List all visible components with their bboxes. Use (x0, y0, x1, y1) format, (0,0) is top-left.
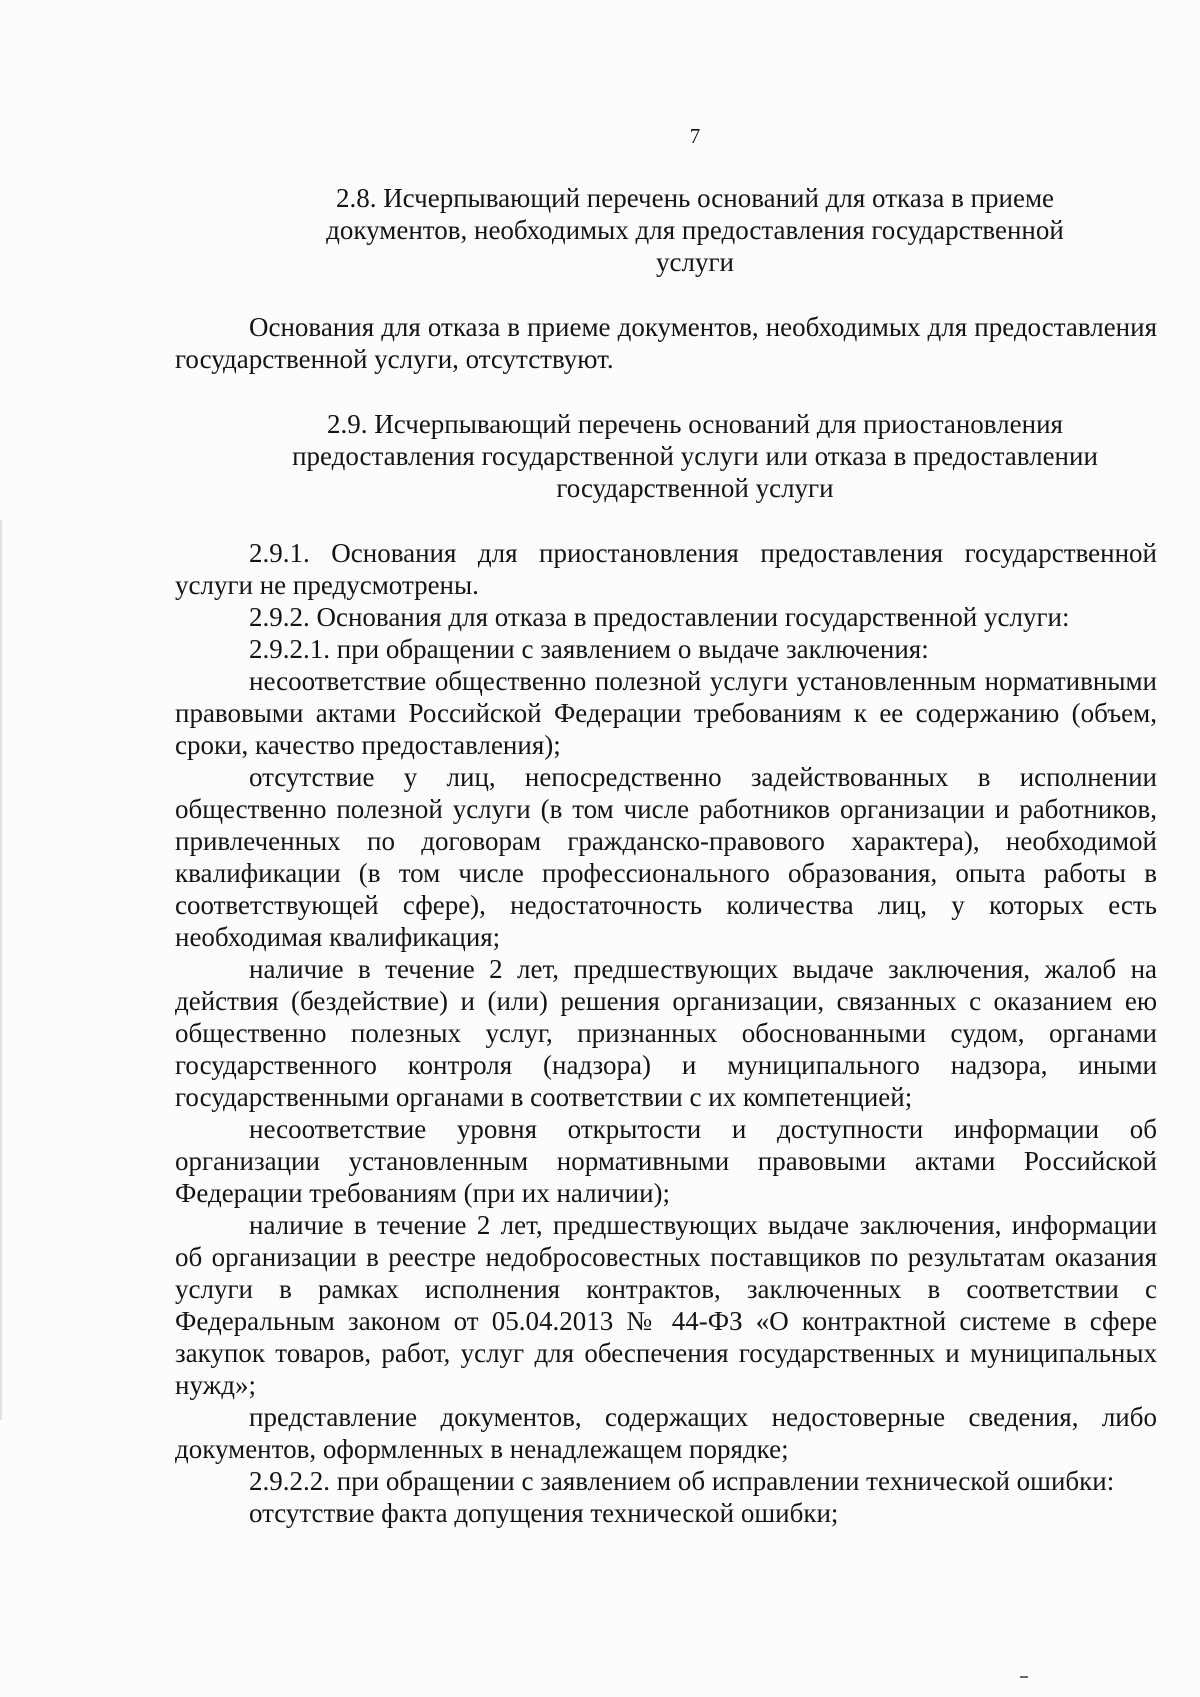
list-item: отсутствие факта допущения технической ошибки; (249, 1498, 839, 1528)
scan-edge-shadow (0, 520, 3, 1420)
section-2-8-heading: 2.8. Исчерпывающий перечень оснований для отказа в приеме документов, необходимых для предоставления государственной услуги (326, 183, 1064, 277)
paragraph-2-9-2-2: 2.9.2.2. при обращении с заявлением об исправлении технической ошибки: (249, 1466, 1115, 1496)
paragraph: Основания для отказа в приеме документов, необходимых для предоставления государственной услуги, отсутствуют. (175, 312, 1157, 374)
section-2-8-body (175, 311, 1157, 375)
page-number: 7 (689, 124, 701, 148)
list-item: несоответствие уровня открытости и доступности информации об организации установленным нормативными правовыми актами Российской Федерации требованиям (при их наличии); (175, 1114, 1157, 1208)
paragraph-2-9-2-1: 2.9.2.1. при обращении с заявлением о выдаче заключения: (249, 634, 929, 664)
list-item: наличие в течение 2 лет, предшествующих выдаче заключения, информации об организации в реестре недобросовестных поставщиков по результатам оказания услуги в рамках исполнения контрактов, заключенных в соответствии с Федеральным законом от 05.04.2013 № 44-ФЗ «О контрактной системе в сфере закупок товаров, работ, услуг для обеспечения государственных и муниципальных нужд»; (175, 1210, 1157, 1400)
section-2-9-heading: 2.9. Исчерпывающий перечень оснований для приостановления предоставления государственной услуги или отказа в предоставлении государственной услуги (292, 409, 1098, 503)
list-item: отсутствие у лиц, непосредственно задействованных в исполнении общественно полезной услуги (в том числе работников организации и работников, привлеченных по договорам гражданско-правового характера), необходимой квалификации (в том числе профессионального образования, опыта работы в соответствующей сфере), недостаточность количества лиц, у которых есть необходимая квалификация; (175, 762, 1157, 952)
paragraph-2-9-2: 2.9.2. Основания для отказа в предоставлении государственной услуги: (249, 602, 1070, 632)
list-item: представление документов, содержащих недостоверные сведения, либо документов, оформленных в ненадлежащем порядке; (175, 1402, 1157, 1464)
list-item: несоответствие общественно полезной услуги установленным нормативными правовыми актами Российской Федерации требованиям к ее содержанию (объем, сроки, качество предоставления); (175, 666, 1157, 760)
list-item: наличие в течение 2 лет, предшествующих выдаче заключения, жалоб на действия (бездействие) и (или) решения организации, связанных с оказанием ею общественно полезных услуг, признанных обоснованными судом, органами государственного контроля (надзора) и муниципального надзора, иными государственными органами в соответствии с их компетенцией; (175, 954, 1157, 1112)
scan-dash-mark (1020, 1676, 1028, 1678)
paragraph-2-9-1: 2.9.1. Основания для приостановления предоставления государственной услуги не предусмотрены. (175, 538, 1157, 600)
section-2-9-body (175, 537, 1157, 1529)
